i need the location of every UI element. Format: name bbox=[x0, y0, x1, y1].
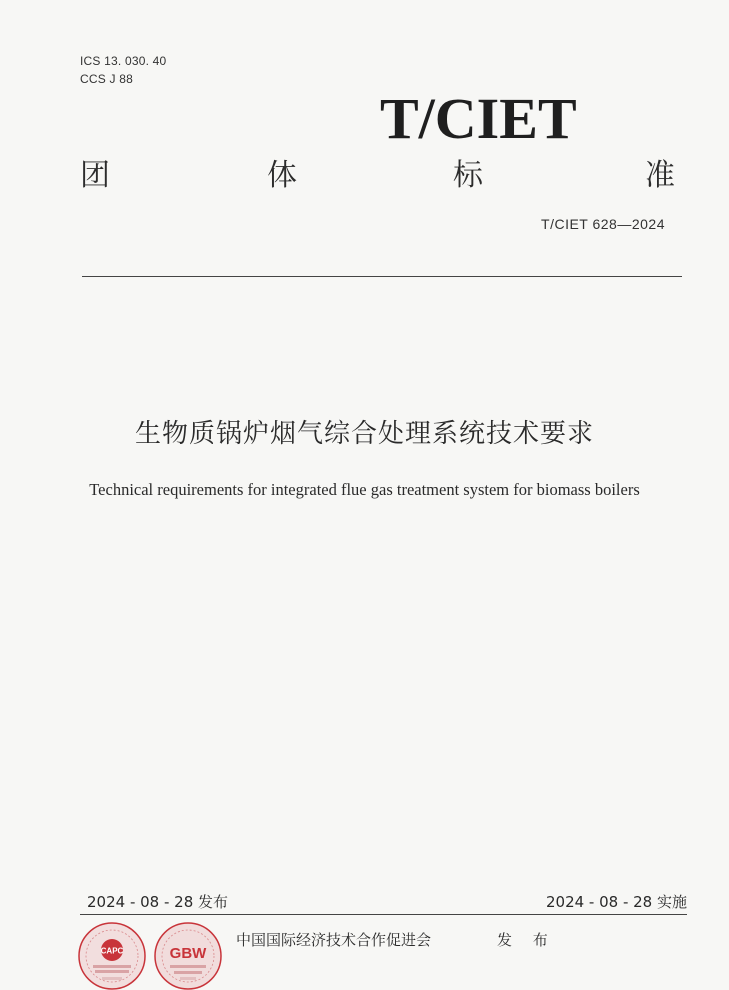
implement-date: 2024 - 08 - 28 实施 bbox=[545, 893, 687, 911]
publish-verb: 发 布 bbox=[497, 931, 556, 949]
capc-seal-graphic bbox=[76, 920, 148, 990]
organization-logo: T/CIET bbox=[380, 86, 577, 151]
capc-seal-icon bbox=[76, 920, 148, 990]
gbw-seal-label: GBW bbox=[169, 945, 207, 962]
ics-code: ICS 13. 030. 40 bbox=[80, 54, 167, 68]
gbw-seal-graphic bbox=[152, 920, 224, 990]
gbw-seal-icon bbox=[152, 920, 224, 990]
header-divider bbox=[82, 276, 682, 277]
publisher-name: 中国国际经济技术合作促进会 bbox=[236, 931, 432, 949]
publish-date: 2024 - 08 - 28 发布 bbox=[87, 893, 229, 911]
footer-divider bbox=[80, 914, 687, 915]
ccs-code: CCS J 88 bbox=[80, 72, 133, 86]
document-type bbox=[80, 156, 675, 196]
capc-seal-label: CAPC bbox=[100, 946, 124, 956]
doc-type-char: 标 bbox=[453, 158, 483, 193]
title-english: Technical requirements for integrated flue gas treatment system for biomass boilers bbox=[89, 480, 640, 499]
standard-number: T/CIET 628—2024 bbox=[541, 216, 665, 232]
title-chinese: 生物质锅炉烟气综合处理系统技术要求 bbox=[134, 419, 594, 449]
doc-type-char: 准 bbox=[645, 158, 675, 193]
doc-type-char: 团 bbox=[80, 158, 110, 193]
doc-type-char: 体 bbox=[267, 158, 297, 193]
classification-codes bbox=[80, 52, 166, 88]
